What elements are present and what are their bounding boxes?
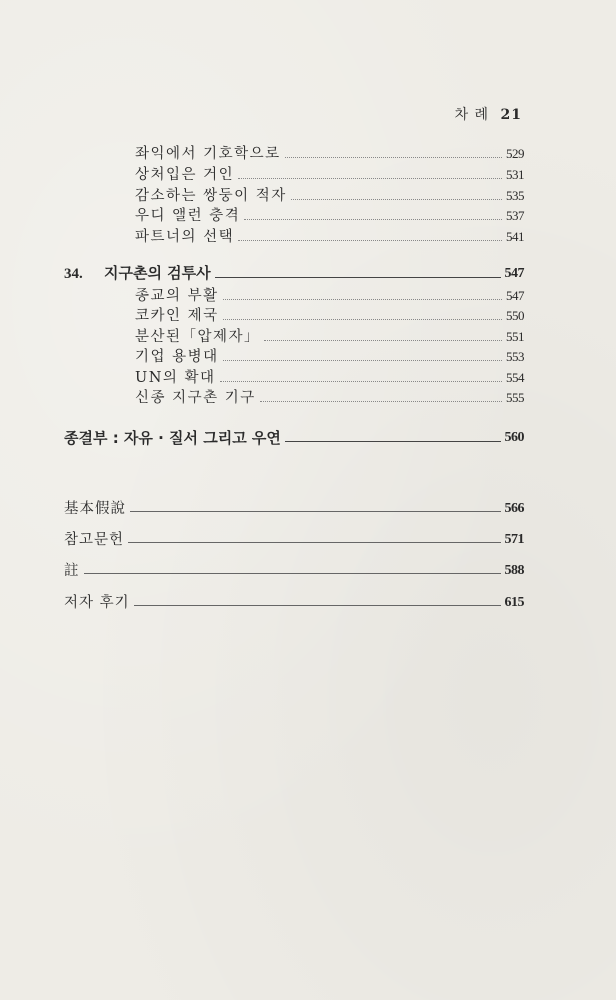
toc-entry-page: 553 bbox=[506, 349, 524, 364]
toc-appendix-entry[interactable] bbox=[64, 561, 524, 581]
running-header bbox=[455, 104, 522, 124]
toc-entry[interactable] bbox=[135, 306, 524, 326]
toc-entry[interactable] bbox=[135, 227, 524, 247]
toc-entry-page: 541 bbox=[506, 229, 524, 244]
toc-entry-title: 코카인 제국 bbox=[135, 308, 219, 324]
toc-appendix-entry[interactable] bbox=[64, 593, 524, 613]
appendix-title: 基本假說 bbox=[64, 501, 126, 517]
toc-entry[interactable] bbox=[135, 388, 524, 408]
toc-entry[interactable] bbox=[135, 327, 524, 347]
chapter-page: 547 bbox=[504, 266, 524, 281]
dot-leader bbox=[223, 299, 502, 300]
toc-entry[interactable] bbox=[135, 144, 524, 164]
dot-leader bbox=[264, 340, 502, 341]
toc-entry-title: 상처입은 거인 bbox=[135, 167, 235, 183]
epilogue-title: 종결부 : 자유 · 질서 그리고 우연 bbox=[64, 429, 281, 447]
appendix-page: 566 bbox=[504, 501, 524, 516]
toc-entry-title: UN의 확대 bbox=[135, 370, 216, 386]
dot-leader bbox=[238, 240, 502, 241]
toc-entry-page: 554 bbox=[506, 370, 524, 385]
dot-leader bbox=[238, 178, 502, 179]
toc-entry-title: 종교의 부활 bbox=[135, 288, 219, 304]
toc-entry-title: 신종 지구촌 기구 bbox=[135, 390, 256, 406]
toc-entry[interactable] bbox=[135, 286, 524, 306]
appendix-title: 참고문헌 bbox=[64, 532, 125, 548]
toc-entry[interactable] bbox=[135, 347, 524, 367]
toc-entry-page: 550 bbox=[506, 308, 524, 323]
toc-entry-page: 535 bbox=[506, 188, 524, 203]
toc-appendix-entry[interactable] bbox=[64, 499, 524, 519]
toc-entry-page: 531 bbox=[506, 167, 524, 182]
toc-epilogue[interactable] bbox=[64, 428, 524, 448]
toc-entry-page: 551 bbox=[506, 329, 524, 344]
toc-entry-page: 555 bbox=[506, 390, 524, 405]
header-label: 차 례 bbox=[454, 107, 490, 123]
toc-entry-title: 우디 앨런 충격 bbox=[135, 208, 241, 224]
rule-leader bbox=[215, 277, 501, 278]
appendix-title: 註 bbox=[64, 563, 80, 579]
rule-leader bbox=[134, 605, 501, 606]
toc-entry-title: 좌익에서 기호학으로 bbox=[135, 146, 281, 162]
dot-leader bbox=[220, 381, 502, 382]
toc-entry-page: 537 bbox=[506, 208, 524, 223]
chapter-number: 34. bbox=[64, 266, 83, 282]
toc-entry-page: 547 bbox=[506, 288, 524, 303]
dot-leader bbox=[223, 360, 502, 361]
toc-entry[interactable] bbox=[135, 368, 524, 388]
toc-chapter[interactable] bbox=[64, 264, 524, 284]
dot-leader bbox=[285, 157, 502, 158]
toc-entry[interactable] bbox=[135, 206, 524, 226]
toc-entry-title: 기업 용병대 bbox=[135, 349, 219, 365]
chapter-title: 지구촌의 검투사 bbox=[104, 264, 211, 282]
dot-leader bbox=[260, 401, 502, 402]
rule-leader bbox=[128, 542, 500, 543]
rule-leader bbox=[84, 573, 501, 574]
toc-entry[interactable] bbox=[135, 186, 524, 206]
dot-leader bbox=[244, 219, 502, 220]
appendix-page: 571 bbox=[504, 532, 524, 547]
toc-appendix-entry[interactable] bbox=[64, 530, 524, 550]
dot-leader bbox=[223, 319, 502, 320]
toc-entry-title: 파트너의 선택 bbox=[135, 229, 235, 245]
toc-entry-title: 분산된「압제자」 bbox=[135, 329, 261, 345]
appendix-page: 615 bbox=[504, 595, 524, 610]
toc-entry-page: 529 bbox=[506, 146, 524, 161]
appendix-title: 저자 후기 bbox=[64, 595, 130, 611]
toc-entry-title: 감소하는 쌍둥이 적자 bbox=[135, 188, 287, 204]
epilogue-page: 560 bbox=[504, 430, 524, 445]
rule-leader bbox=[285, 441, 501, 442]
header-page-number: 21 bbox=[500, 107, 522, 123]
toc-entry[interactable] bbox=[135, 165, 524, 185]
rule-leader bbox=[130, 511, 501, 512]
dot-leader bbox=[291, 199, 502, 200]
appendix-page: 588 bbox=[504, 563, 524, 578]
